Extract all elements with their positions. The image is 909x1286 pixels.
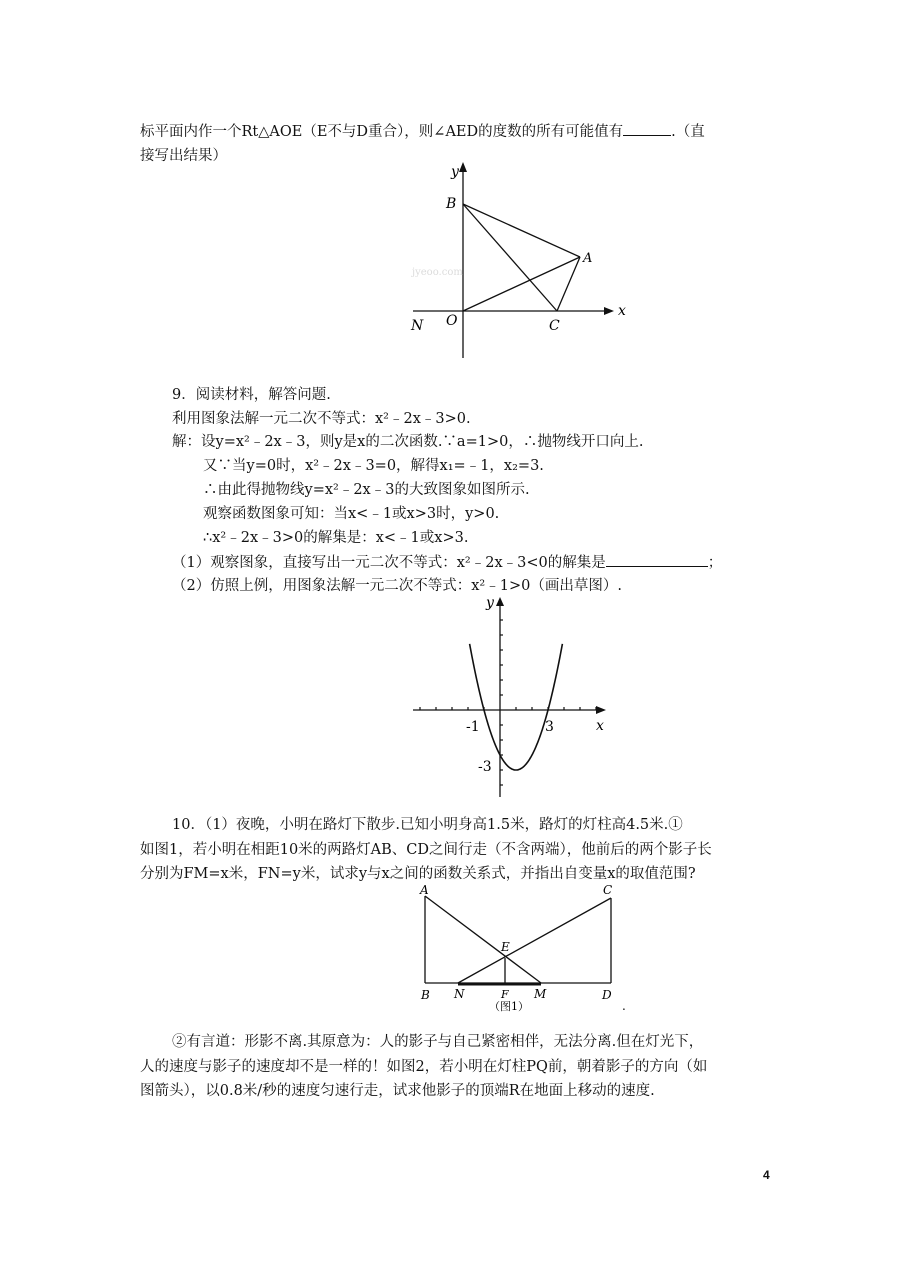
text-line: 如图1，若小明在相距10米的两路灯AB、CD之间行走（不含两端），他前后的两个影子长 — [140, 842, 712, 858]
label-N: N — [454, 987, 465, 1001]
label-F: F — [501, 988, 509, 1001]
label-A: A — [420, 883, 429, 897]
ray-CN — [458, 898, 611, 983]
text-segment: .（直 — [671, 124, 705, 140]
page-number: 4 — [763, 1168, 770, 1182]
text-line: 观察函数图象可知：当x<﹣1或x>3时，y>0. — [203, 506, 500, 522]
label-E: E — [501, 940, 510, 954]
label-x: x — [596, 718, 604, 734]
figure-caption: （图1） — [489, 1000, 529, 1013]
label-3: 3 — [545, 719, 554, 735]
q9-part2: （2）仿照上例，用图象法解一元二次不等式：x²﹣1>0（画出草图）. — [172, 578, 622, 594]
label-x: x — [618, 303, 626, 319]
q9-title: 9．阅读材料，解答问题. — [172, 387, 331, 403]
label-B: B — [446, 196, 457, 212]
label-neg3: -3 — [478, 759, 492, 775]
label-D: D — [602, 988, 612, 1002]
label-y: y — [451, 164, 459, 180]
text-line: ∴x²﹣2x﹣3>0的解集是：x<﹣1或x>3. — [203, 530, 469, 546]
trailing-dot: . — [622, 999, 626, 1013]
text-line: 解：设y=x²﹣2x﹣3，则y是x的二次函数.∵a=1>0，∴抛物线开口向上. — [172, 434, 644, 450]
label-M: M — [534, 987, 547, 1001]
text-line: 10．（1）夜晚，小明在路灯下散步.已知小明身高1.5米，路灯的灯柱高4.5米.① — [172, 817, 683, 833]
label-N: N — [411, 318, 424, 334]
text-line: 又∵当y=0时，x²﹣2x﹣3=0，解得x₁=﹣1，x₂=3. — [203, 458, 544, 474]
text-line: 利用图象法解一元二次不等式：x²﹣2x﹣3>0. — [172, 411, 471, 427]
label-B: B — [421, 988, 430, 1002]
watermark: jyeoo.com — [412, 267, 463, 278]
text-line: ②有言道：形影不离.其原意为：人的影子与自己紧密相伴，无法分离.但在灯光下， — [172, 1034, 704, 1050]
text-line: 图箭头），以0.8米/秒的速度匀速行走，试求他影子的顶端R在地面上移动的速度. — [140, 1083, 655, 1099]
ray-AM — [425, 896, 541, 983]
label-C: C — [603, 883, 613, 897]
text-segment: 标平面内作一个Rt△AOE（E不与D重合），则∠AED的度数的所有可能值有 — [140, 124, 624, 140]
label-neg1: -1 — [466, 719, 480, 735]
text-segment: ； — [707, 555, 723, 571]
label-O: O — [446, 313, 458, 329]
label-y: y — [486, 595, 494, 611]
text-line: 人的速度与影子的速度却不是一样的！如图2，若小明在灯柱PQ前，朝着影子的方向（如 — [140, 1059, 708, 1075]
label-C: C — [549, 318, 560, 334]
text-segment: （1）观察图象，直接写出一元二次不等式：x²﹣2x﹣3<0的解集是 — [172, 555, 606, 571]
label-A: A — [583, 251, 593, 266]
text-line: ∴由此得抛物线y=x²﹣2x﹣3的大致图象如图所示. — [203, 482, 530, 498]
text-line: 接写出结果） — [140, 148, 227, 164]
text-line: 分别为FM=x米，FN=y米，试求y与x之间的函数关系式，并指出自变量x的取值范围? — [140, 866, 696, 882]
